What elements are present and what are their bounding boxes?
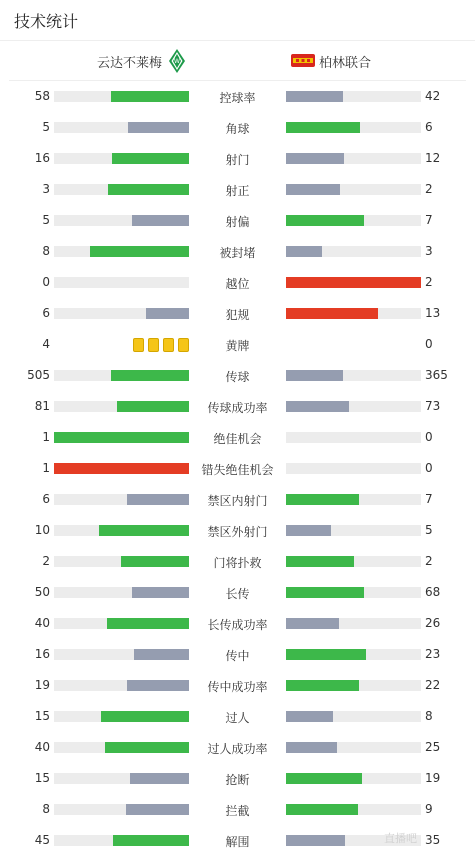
- home-bar-fill: [132, 215, 189, 226]
- home-value: 5: [42, 213, 50, 227]
- away-value: 13: [425, 306, 441, 320]
- stats-header: [0, 0, 475, 41]
- away-value: 68: [425, 585, 441, 599]
- away-bar-track: [286, 525, 421, 536]
- stat-label: 传球成功率: [207, 401, 268, 415]
- away-bar-track: [286, 556, 421, 567]
- away-value: 9: [425, 802, 433, 816]
- away-bar-track: [286, 401, 421, 412]
- stat-label: 传中: [225, 649, 250, 663]
- home-value: 15: [34, 709, 50, 723]
- home-bar-track: [54, 773, 189, 784]
- home-bar-track: [54, 494, 189, 505]
- home-bar-track: [54, 525, 189, 536]
- away-bar-fill: [286, 122, 360, 133]
- home-bar-fill: [134, 649, 189, 660]
- stat-row: [0, 329, 475, 360]
- home-bar-fill: [54, 432, 189, 443]
- home-bar-fill: [105, 742, 189, 753]
- stat-label: 角球: [225, 122, 250, 136]
- stat-label: 传球: [225, 370, 250, 384]
- away-value: 2: [425, 275, 433, 289]
- home-value: 10: [34, 523, 50, 537]
- stat-row: [0, 298, 475, 329]
- home-value: 1: [42, 430, 50, 444]
- home-bar-track: [54, 401, 189, 412]
- page-title: 技术统计: [14, 12, 79, 31]
- stat-row: [0, 484, 475, 515]
- home-bar-track: [54, 587, 189, 598]
- stat-label: 解围: [225, 835, 250, 849]
- stat-row: [0, 670, 475, 701]
- stat-row: [0, 81, 475, 112]
- home-yellow-cards: [133, 338, 189, 352]
- away-bar-fill: [286, 370, 343, 381]
- away-value: 3: [425, 244, 433, 258]
- away-team-name: 柏林联合: [319, 56, 372, 71]
- away-bar-track: [286, 432, 421, 443]
- home-bar-fill: [130, 773, 189, 784]
- stat-label: 射正: [225, 184, 250, 198]
- home-bar-fill: [128, 122, 189, 133]
- home-bar-fill: [127, 494, 189, 505]
- home-bar-fill: [101, 711, 189, 722]
- stat-row: [0, 112, 475, 143]
- away-value: 7: [425, 492, 433, 506]
- home-bar-track: [54, 742, 189, 753]
- yellow-card-icon: [178, 338, 189, 352]
- away-value: 73: [425, 399, 441, 413]
- away-value: 0: [425, 461, 433, 475]
- away-value: 42: [425, 89, 441, 103]
- stat-label: 抢断: [225, 773, 250, 787]
- away-bar-fill: [286, 494, 359, 505]
- away-value: 19: [425, 771, 441, 785]
- home-bar-track: [54, 153, 189, 164]
- away-bar-fill: [286, 680, 359, 691]
- home-bar-fill: [113, 835, 189, 846]
- stat-label: 长传成功率: [207, 618, 268, 632]
- home-bar-fill: [146, 308, 189, 319]
- home-bar-track: [54, 91, 189, 102]
- away-bar-fill: [286, 773, 362, 784]
- home-value: 81: [34, 399, 50, 413]
- home-value: 6: [42, 306, 50, 320]
- stat-label: 黄牌: [225, 339, 250, 353]
- home-value: 50: [34, 585, 50, 599]
- stat-label: 门将扑救: [213, 556, 262, 570]
- home-team-name: 云达不莱梅: [96, 56, 162, 71]
- home-bar-track: [54, 215, 189, 226]
- away-bar-fill: [286, 215, 364, 226]
- stat-label: 控球率: [219, 91, 256, 105]
- stat-row: [0, 763, 475, 794]
- home-value: 45: [34, 833, 50, 847]
- away-value: 26: [425, 616, 441, 630]
- union-berlin-crest-icon: [291, 54, 315, 67]
- stat-row: [0, 205, 475, 236]
- home-bar-track: [54, 618, 189, 629]
- home-bar-fill: [108, 184, 189, 195]
- away-value: 0: [425, 430, 433, 444]
- home-value: 16: [34, 647, 50, 661]
- stat-label: 绝佳机会: [213, 432, 262, 446]
- yellow-card-icon: [148, 338, 159, 352]
- away-value: 365: [425, 368, 448, 382]
- away-bar-fill: [286, 308, 378, 319]
- home-bar-fill: [107, 618, 189, 629]
- away-value: 7: [425, 213, 433, 227]
- home-bar-track: [54, 649, 189, 660]
- away-value: 35: [425, 833, 441, 847]
- werder-bremen-crest-icon: [169, 49, 185, 73]
- stat-label: 长传: [225, 587, 250, 601]
- stat-label: 被封堵: [219, 246, 256, 260]
- stat-label: 禁区外射门: [207, 525, 268, 539]
- away-bar-track: [286, 463, 421, 474]
- home-bar-fill: [126, 804, 189, 815]
- away-bar-fill: [286, 525, 331, 536]
- stat-row: [0, 639, 475, 670]
- away-bar-track: [286, 649, 421, 660]
- svg-text:W: W: [174, 58, 180, 65]
- away-value: 6: [425, 120, 433, 134]
- away-bar-track: [286, 618, 421, 629]
- home-value: 15: [34, 771, 50, 785]
- home-bar-track: [54, 804, 189, 815]
- away-bar-track: [286, 680, 421, 691]
- home-bar-track: [54, 835, 189, 846]
- away-bar-track: [286, 184, 421, 195]
- away-value: 25: [425, 740, 441, 754]
- away-bar-fill: [286, 742, 337, 753]
- away-bar-fill: [286, 649, 366, 660]
- home-value: 1: [42, 461, 50, 475]
- away-bar-fill: [286, 587, 364, 598]
- home-bar-track: [54, 122, 189, 133]
- away-bar-fill: [286, 618, 339, 629]
- away-bar-track: [286, 494, 421, 505]
- stat-label: 传中成功率: [207, 680, 268, 694]
- away-bar-fill: [286, 246, 322, 257]
- away-bar-fill: [286, 804, 358, 815]
- stat-row: [0, 174, 475, 205]
- stat-label: 拦截: [225, 804, 250, 818]
- stat-row: [0, 608, 475, 639]
- home-bar-track: [54, 370, 189, 381]
- home-bar-fill: [54, 463, 189, 474]
- stat-row: [0, 732, 475, 763]
- away-bar-track: [286, 91, 421, 102]
- stat-row: [0, 701, 475, 732]
- away-bar-fill: [286, 711, 333, 722]
- away-bar-track: [286, 277, 421, 288]
- home-value: 19: [34, 678, 50, 692]
- home-bar-track: [54, 463, 189, 474]
- stat-label: 犯规: [225, 308, 250, 322]
- yellow-card-icon: [133, 338, 144, 352]
- home-value: 40: [34, 616, 50, 630]
- home-bar-fill: [121, 556, 189, 567]
- home-value: 40: [34, 740, 50, 754]
- away-bar-track: [286, 370, 421, 381]
- home-value: 2: [42, 554, 50, 568]
- away-bar-fill: [286, 401, 349, 412]
- away-value: 8: [425, 709, 433, 723]
- away-value: 12: [425, 151, 441, 165]
- away-bar-fill: [286, 277, 421, 288]
- away-bar-track: [286, 215, 421, 226]
- stat-row: [0, 794, 475, 825]
- home-bar-fill: [111, 91, 189, 102]
- yellow-card-icon: [163, 338, 174, 352]
- home-value: 3: [42, 182, 50, 196]
- home-value: 505: [27, 368, 50, 382]
- away-bar-track: [286, 308, 421, 319]
- home-bar-fill: [132, 587, 189, 598]
- away-bar-track: [286, 742, 421, 753]
- home-bar-fill: [99, 525, 189, 536]
- away-value: 0: [425, 337, 433, 351]
- home-bar-fill: [111, 370, 189, 381]
- away-bar-track: [286, 122, 421, 133]
- home-value: 16: [34, 151, 50, 165]
- stat-row: [0, 391, 475, 422]
- away-bar-fill: [286, 153, 344, 164]
- stat-label: 禁区内射门: [207, 494, 268, 508]
- home-bar-track: [54, 246, 189, 257]
- away-bar-track: [286, 246, 421, 257]
- home-bar-track: [54, 277, 189, 288]
- home-value: 5: [42, 120, 50, 134]
- home-value: 4: [42, 337, 50, 351]
- away-value: 22: [425, 678, 441, 692]
- home-value: 8: [42, 802, 50, 816]
- stat-row: [0, 236, 475, 267]
- away-bar-fill: [286, 556, 354, 567]
- home-value: 6: [42, 492, 50, 506]
- away-value: 5: [425, 523, 433, 537]
- stat-row: [0, 360, 475, 391]
- away-bar-fill: [286, 184, 340, 195]
- stat-row: [0, 143, 475, 174]
- stat-label: 射门: [225, 153, 250, 167]
- home-bar-track: [54, 432, 189, 443]
- away-value: 2: [425, 182, 433, 196]
- stat-row: [0, 577, 475, 608]
- away-value: 23: [425, 647, 441, 661]
- home-bar-track: [54, 184, 189, 195]
- away-value: 2: [425, 554, 433, 568]
- away-bar-track: [286, 711, 421, 722]
- home-value: 58: [34, 89, 50, 103]
- stat-row: [0, 515, 475, 546]
- away-bar-track: [286, 153, 421, 164]
- stat-row: [0, 422, 475, 453]
- away-bar-fill: [286, 835, 345, 846]
- home-bar-track: [54, 711, 189, 722]
- home-bar-fill: [127, 680, 189, 691]
- stat-row: [0, 267, 475, 298]
- away-bar-track: [286, 587, 421, 598]
- stats-list: [0, 81, 475, 856]
- watermark: 直播吧: [384, 832, 417, 845]
- home-bar-fill: [117, 401, 189, 412]
- stat-label: 射偏: [225, 215, 250, 229]
- home-bar-fill: [90, 246, 189, 257]
- away-bar-track: [286, 773, 421, 784]
- home-bar-fill: [112, 153, 189, 164]
- home-bar-track: [54, 308, 189, 319]
- stat-row: [0, 453, 475, 484]
- stat-label: 过人: [225, 711, 250, 725]
- teams-header: [9, 42, 466, 81]
- stat-label: 越位: [225, 277, 250, 291]
- home-value: 8: [42, 244, 50, 258]
- away-bar-fill: [286, 91, 343, 102]
- home-bar-track: [54, 556, 189, 567]
- home-value: 0: [42, 275, 50, 289]
- stat-label: 过人成功率: [207, 742, 268, 756]
- stat-row: [0, 546, 475, 577]
- home-bar-track: [54, 680, 189, 691]
- away-bar-track: [286, 804, 421, 815]
- stat-label: 错失绝佳机会: [201, 463, 274, 477]
